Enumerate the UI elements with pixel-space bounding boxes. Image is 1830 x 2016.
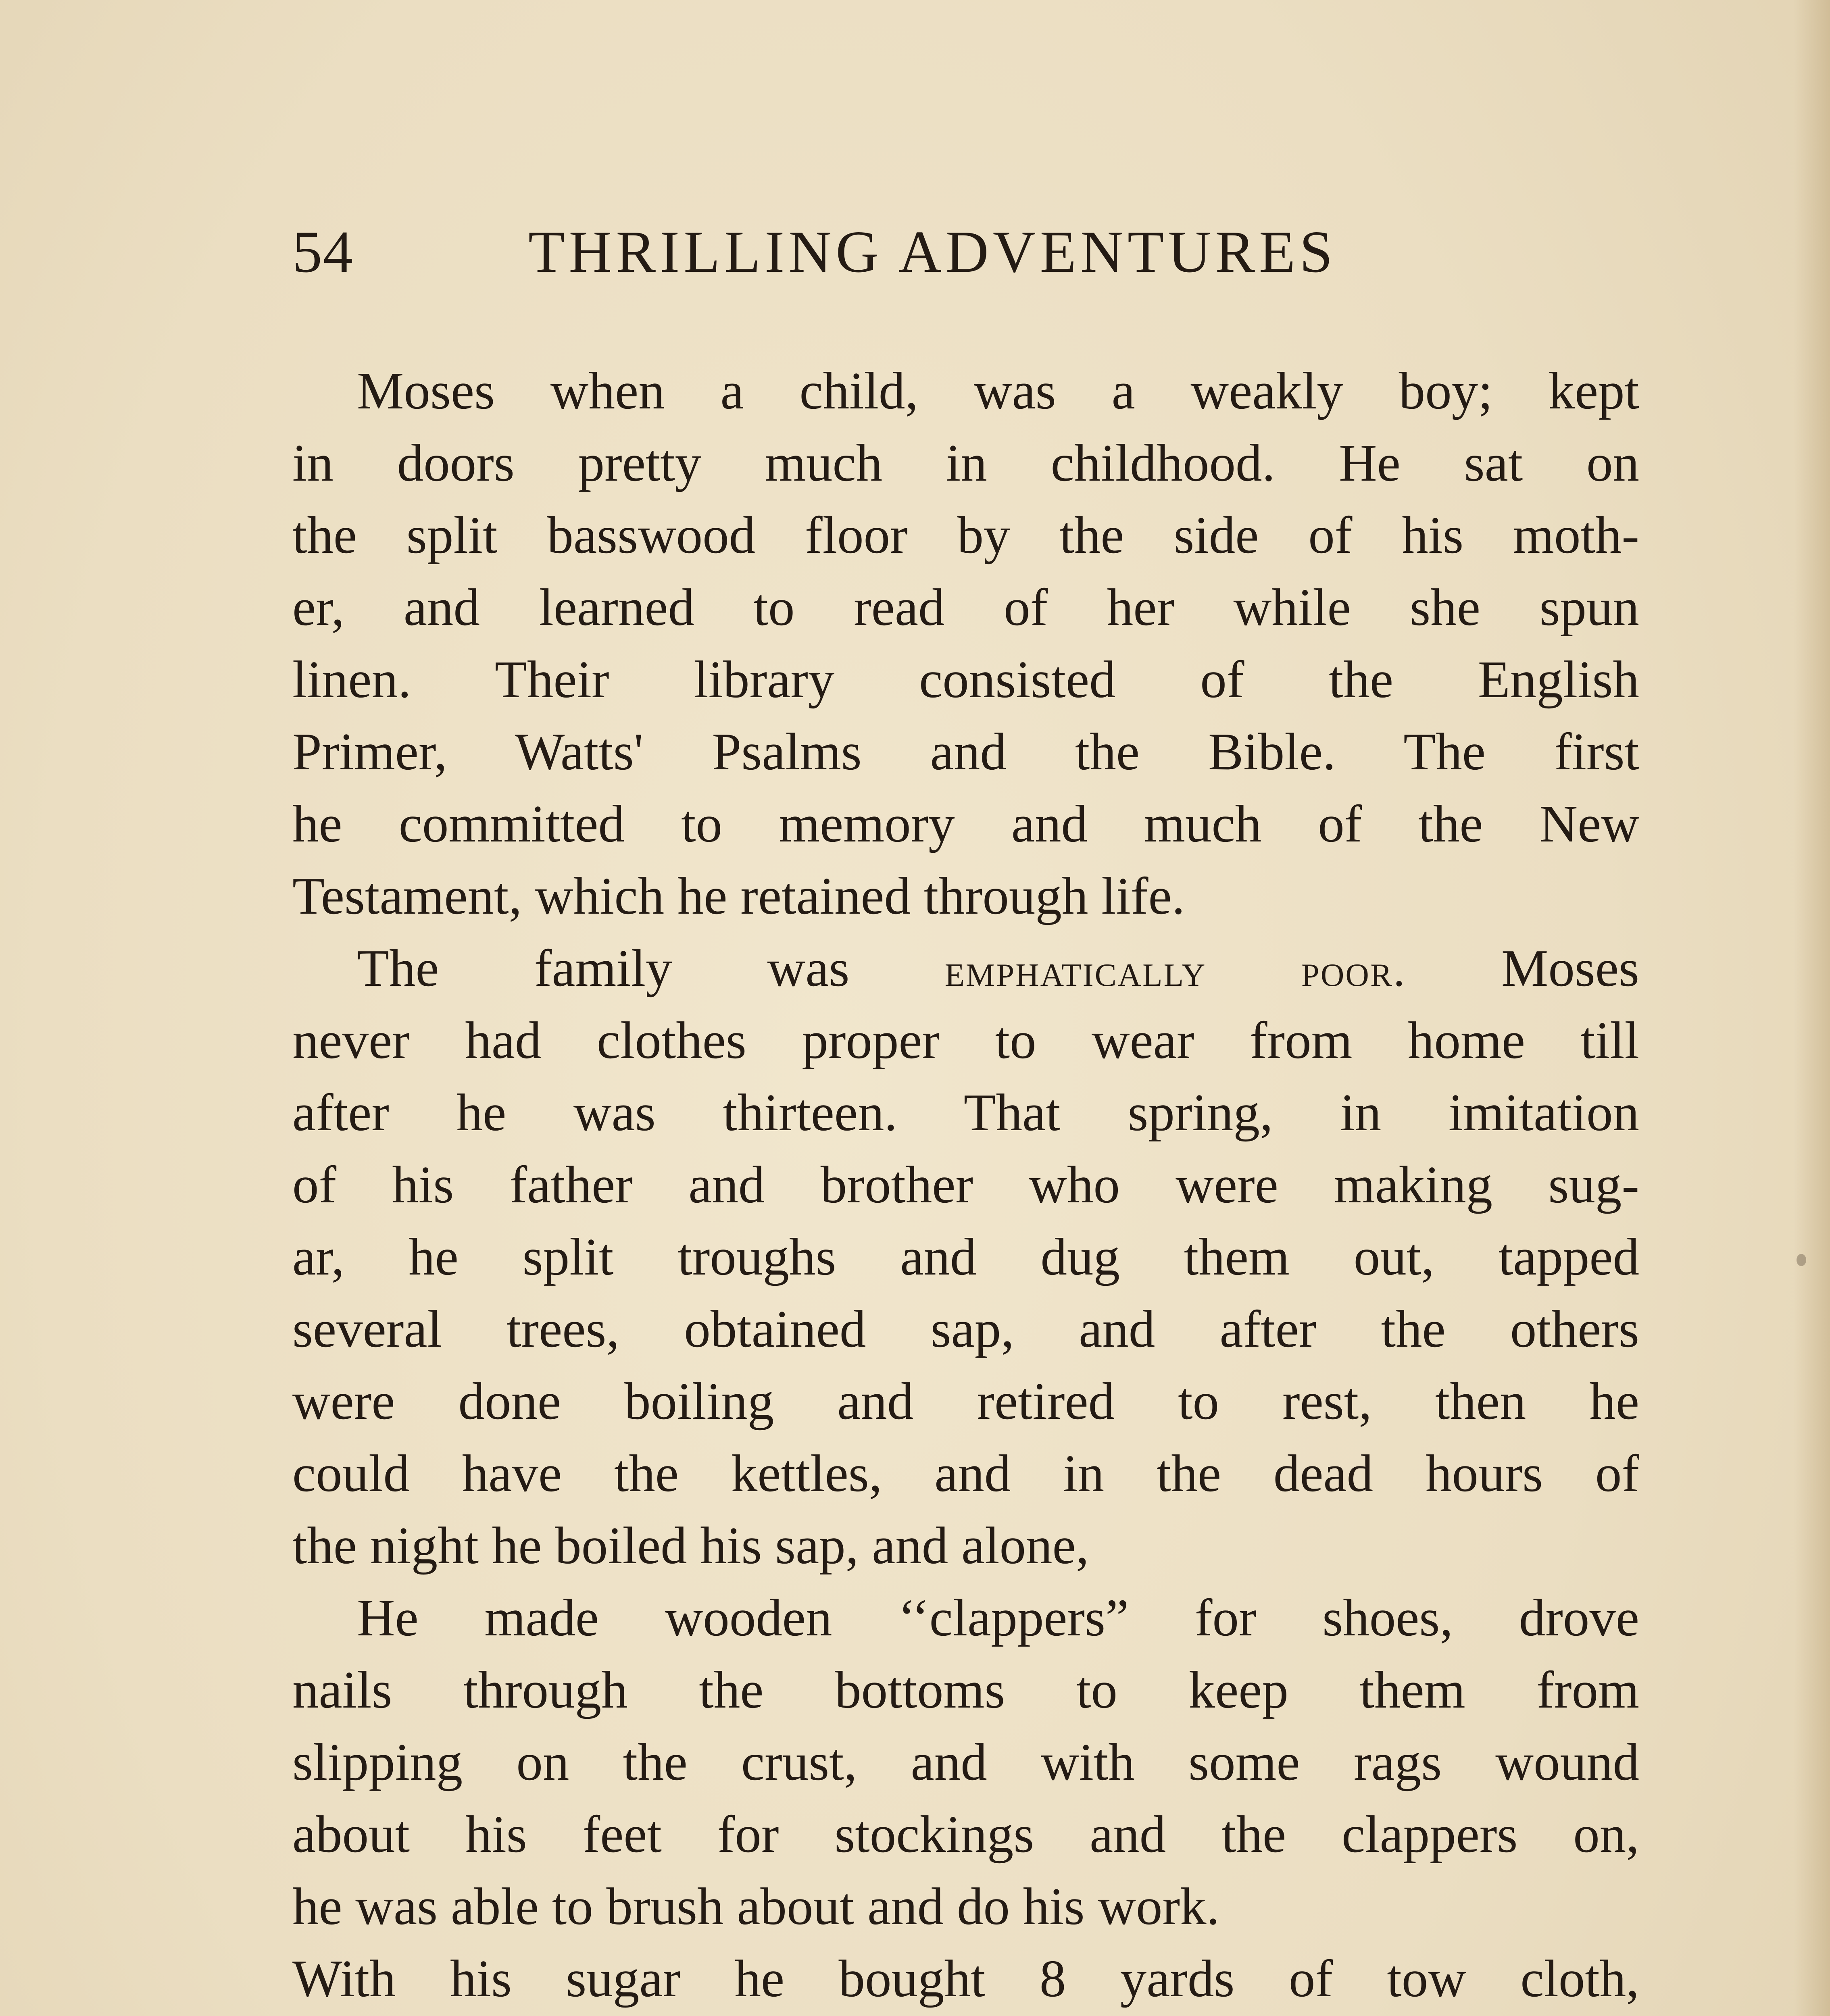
text-line: of his father and brother who were making sug- bbox=[292, 1156, 1639, 1214]
paper-speck bbox=[1797, 1254, 1806, 1266]
text-line: the split basswood floor by the side of his moth- bbox=[292, 506, 1639, 564]
text-line: were done boiling and retired to rest, then he bbox=[292, 1372, 1639, 1431]
text-line: he committed to memory and much of the New bbox=[292, 795, 1639, 853]
text-line: several trees, obtained sap, and after the others bbox=[292, 1300, 1639, 1358]
text-line: never had clothes proper to wear from home till bbox=[292, 1011, 1639, 1070]
text-line: slipping on the crust, and with some rags wound bbox=[292, 1733, 1639, 1791]
emphasis-smallcaps: emphatically poor. bbox=[944, 945, 1406, 996]
body-text bbox=[292, 355, 1639, 2016]
text-line: He made wooden ‘‘clappers” for shoes, drove bbox=[357, 1589, 1639, 1647]
text-segment: Moses bbox=[1501, 939, 1640, 998]
running-title: THRILLING ADVENTURES bbox=[528, 219, 1337, 285]
page-edge-shadow bbox=[1794, 0, 1830, 2016]
text-line: nails through the bottoms to keep them from bbox=[292, 1661, 1639, 1719]
text-line: er, and learned to read of her while she spun bbox=[292, 578, 1639, 637]
text-line: about his feet for stockings and the clappers on, bbox=[292, 1805, 1639, 1864]
text-line: the night he boiled his sap, and alone, bbox=[292, 1516, 1089, 1575]
text-line: Moses when a child, was a weakly boy; kept bbox=[357, 362, 1639, 420]
text-line: With his sugar he bought 8 yards of tow cloth, bbox=[292, 1949, 1639, 2008]
text-line: in doors pretty much in childhood. He sat on bbox=[292, 434, 1639, 492]
text-line: after he was thirteen. That spring, in imitation bbox=[292, 1083, 1639, 1142]
page-number: 54 bbox=[292, 219, 354, 285]
text-line: he was able to brush about and do his work. bbox=[292, 1877, 1220, 1936]
text-line: linen. Their library consisted of the English bbox=[292, 650, 1639, 709]
text-line: Testament, which he retained through life. bbox=[292, 867, 1185, 925]
text-line: Primer, Watts' Psalms and the Bible. The first bbox=[292, 723, 1639, 781]
text-line: could have the kettles, and in the dead hours of bbox=[292, 1444, 1639, 1503]
running-head bbox=[292, 218, 1389, 298]
text-line-with-emphasis bbox=[292, 932, 1639, 1004]
text-segment: The family was bbox=[357, 939, 850, 998]
text-line: ar, he split troughs and dug them out, tapped bbox=[292, 1228, 1639, 1286]
